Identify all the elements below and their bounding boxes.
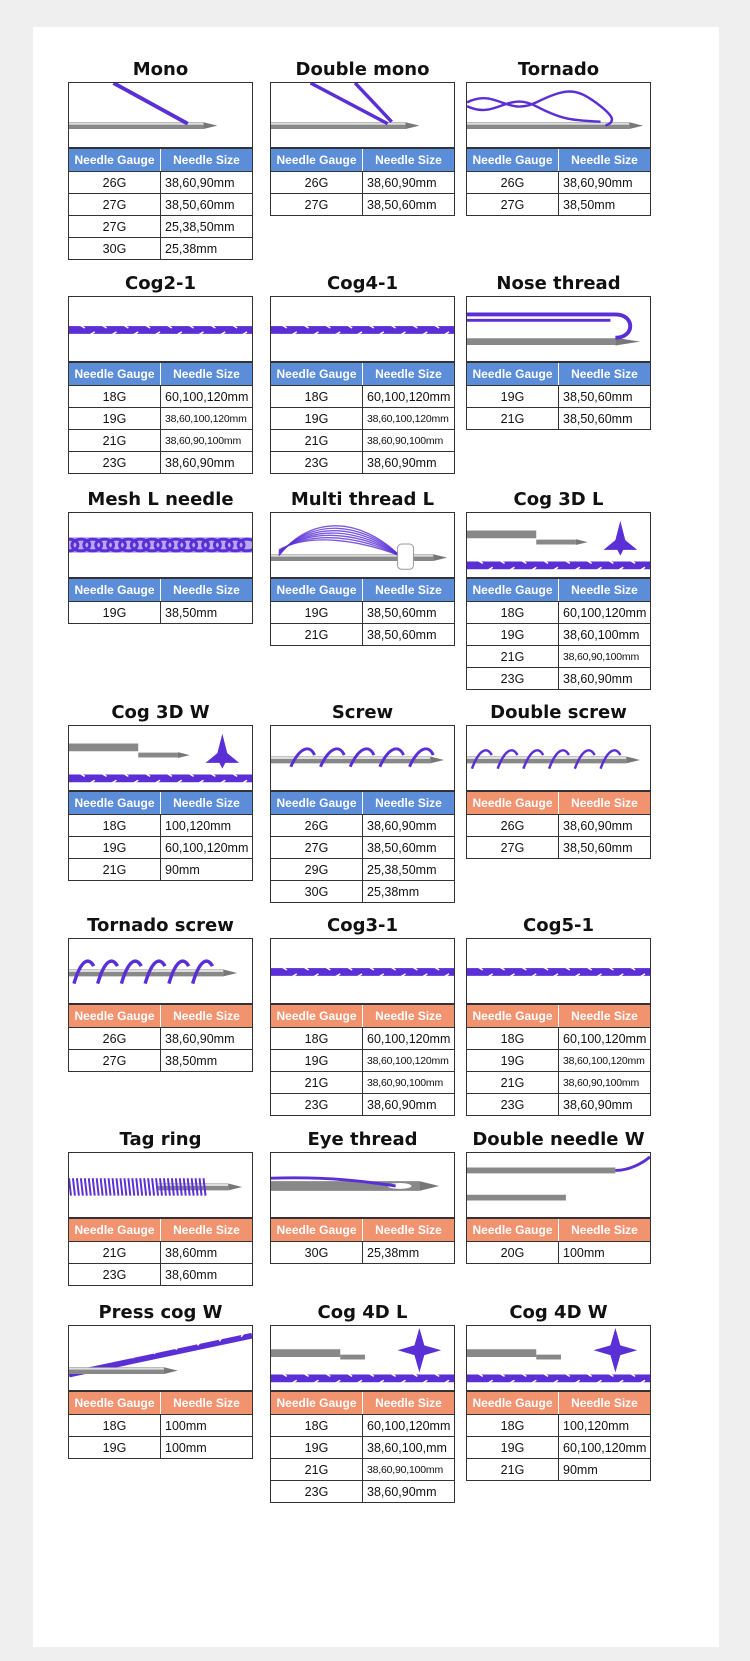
column-header-gauge: Needle Gauge	[467, 363, 559, 385]
table-row	[271, 1480, 454, 1502]
column-header-gauge: Needle Gauge	[271, 579, 363, 601]
size-cell: 38,60,90mm	[367, 1484, 437, 1499]
product-title: Mono	[132, 59, 189, 80]
column-header-size: Needle Size	[375, 1009, 442, 1023]
gauge-cell: 23G	[271, 1481, 363, 1502]
table-row	[69, 1414, 252, 1436]
table-row	[271, 385, 454, 407]
gauge-cell: 18G	[467, 602, 559, 623]
table-row	[271, 623, 454, 645]
product-title: Nose thread	[496, 273, 621, 294]
gauge-cell: 19G	[69, 837, 161, 858]
size-cell: 38,60,90mm	[563, 818, 633, 833]
spec-table-header	[271, 578, 454, 601]
size-cell: 100mm	[165, 1440, 207, 1455]
size-cell: 38,50,60mm	[367, 840, 437, 855]
column-header-gauge: Needle Gauge	[467, 1392, 559, 1414]
spec-table	[270, 1391, 455, 1503]
product-image	[270, 296, 455, 362]
size-cell: 60,100,120mm	[563, 605, 647, 620]
product-title: Cog4-1	[327, 273, 398, 294]
column-header-gauge: Needle Gauge	[69, 792, 161, 814]
product-image	[466, 1152, 651, 1218]
size-cell: 38,60,90,100mm	[367, 1463, 444, 1476]
product-title: Cog3-1	[327, 915, 398, 936]
spec-table-header	[467, 148, 650, 171]
table-row	[69, 1263, 252, 1285]
table-row	[467, 1071, 650, 1093]
gauge-cell: 21G	[271, 624, 363, 645]
size-cell: 38,60,100,120mm	[563, 1054, 645, 1067]
gauge-cell: 27G	[271, 837, 363, 858]
product-title: Cog5-1	[523, 915, 594, 936]
table-row	[69, 1436, 252, 1458]
spec-table-header	[69, 1391, 252, 1414]
gauge-cell: 21G	[271, 430, 363, 451]
size-cell: 60,100,120mm	[563, 1031, 647, 1046]
spec-table	[270, 148, 455, 216]
spec-table	[466, 1218, 651, 1264]
size-cell: 60,100,120mm	[165, 389, 249, 404]
gauge-cell: 23G	[69, 452, 161, 473]
column-header-gauge: Needle Gauge	[467, 149, 559, 171]
column-header-size: Needle Size	[375, 153, 442, 167]
size-cell: 25,38mm	[367, 884, 420, 899]
table-row	[69, 814, 252, 836]
product-title: Multi thread L	[290, 489, 435, 510]
column-header-gauge: Needle Gauge	[271, 149, 363, 171]
size-cell: 25,38,50mm	[367, 862, 437, 877]
table-row	[467, 193, 650, 215]
gauge-cell: 19G	[467, 624, 559, 645]
table-row	[467, 645, 650, 667]
table-row	[271, 601, 454, 623]
spec-table	[68, 791, 253, 881]
product-title: Screw	[331, 702, 394, 723]
spec-table	[466, 362, 651, 430]
spec-table	[270, 791, 455, 903]
spec-table	[466, 578, 651, 690]
size-cell: 90mm	[165, 862, 200, 877]
size-cell: 100,120mm	[165, 818, 232, 833]
spec-table-header	[271, 362, 454, 385]
spec-table-header	[69, 148, 252, 171]
product-image	[466, 725, 651, 791]
column-header-size: Needle Size	[375, 1223, 442, 1237]
size-cell: 38,60,90mm	[563, 671, 633, 686]
column-header-size: Needle Size	[571, 153, 638, 167]
column-header-gauge: Needle Gauge	[467, 792, 559, 814]
gauge-cell: 29G	[271, 859, 363, 880]
size-cell: 25,38,50mm	[165, 219, 235, 234]
spec-table	[270, 1004, 455, 1116]
size-cell: 38,60,90,100mm	[563, 1076, 640, 1089]
table-row	[69, 1049, 252, 1071]
column-header-gauge: Needle Gauge	[271, 363, 363, 385]
gauge-cell: 19G	[271, 1437, 363, 1458]
column-header-size: Needle Size	[173, 153, 240, 167]
product-image	[466, 512, 651, 578]
product-title: Double screw	[490, 702, 627, 723]
table-row	[69, 429, 252, 451]
product-image	[270, 1325, 455, 1391]
product-title: Tornado	[517, 59, 600, 80]
product-image	[68, 296, 253, 362]
gauge-cell: 27G	[69, 216, 161, 237]
spec-table	[68, 362, 253, 474]
size-cell: 38,60mm	[165, 1267, 218, 1282]
product-image	[270, 725, 455, 791]
size-cell: 38,60,100mm	[563, 627, 640, 642]
table-row	[467, 667, 650, 689]
spec-table	[270, 362, 455, 474]
gauge-cell: 19G	[271, 602, 363, 623]
gauge-cell: 23G	[467, 1094, 559, 1115]
size-cell: 38,60,90mm	[367, 175, 437, 190]
gauge-cell: 30G	[271, 1242, 363, 1263]
size-cell: 38,60,90,100mm	[367, 1076, 444, 1089]
size-cell: 38,50,60mm	[367, 197, 437, 212]
gauge-cell: 26G	[467, 815, 559, 836]
spec-table-header	[271, 791, 454, 814]
table-row	[271, 1458, 454, 1480]
size-cell: 38,60,90mm	[165, 455, 235, 470]
gauge-cell: 23G	[271, 1094, 363, 1115]
product-title: Press cog W	[98, 1302, 223, 1323]
product-title: Cog 3D W	[111, 702, 210, 723]
spec-table-header	[69, 1004, 252, 1027]
size-cell: 38,60mm	[165, 1245, 218, 1260]
gauge-cell: 19G	[69, 1437, 161, 1458]
size-cell: 38,50mm	[165, 1053, 218, 1068]
gauge-cell: 27G	[69, 194, 161, 215]
gauge-cell: 18G	[271, 1415, 363, 1436]
gauge-cell: 27G	[69, 1050, 161, 1071]
spec-table	[68, 1391, 253, 1459]
product-image	[68, 725, 253, 791]
gauge-cell: 18G	[69, 1415, 161, 1436]
gauge-cell: 21G	[271, 1459, 363, 1480]
size-cell: 100mm	[563, 1245, 605, 1260]
spec-table-header	[271, 1004, 454, 1027]
gauge-cell: 26G	[467, 172, 559, 193]
spec-table	[68, 1004, 253, 1072]
column-header-size: Needle Size	[173, 583, 240, 597]
gauge-cell: 26G	[271, 172, 363, 193]
table-row	[69, 1027, 252, 1049]
table-row	[467, 407, 650, 429]
table-row	[69, 237, 252, 259]
gauge-cell: 20G	[467, 1242, 559, 1263]
column-header-size: Needle Size	[571, 583, 638, 597]
spec-table-header	[467, 1391, 650, 1414]
size-cell: 100mm	[165, 1418, 207, 1433]
product-title: Cog 4D L	[317, 1302, 408, 1323]
size-cell: 38,50,60mm	[367, 605, 437, 620]
column-header-gauge: Needle Gauge	[467, 1219, 559, 1241]
size-cell: 90mm	[563, 1462, 598, 1477]
table-row	[467, 385, 650, 407]
table-row	[467, 1241, 650, 1263]
product-title: Tornado screw	[87, 915, 234, 936]
spec-table	[270, 1218, 455, 1264]
table-row	[69, 193, 252, 215]
gauge-cell: 18G	[271, 1028, 363, 1049]
spec-table-header	[69, 362, 252, 385]
column-header-size: Needle Size	[173, 1009, 240, 1023]
gauge-cell: 27G	[467, 837, 559, 858]
size-cell: 38,60,90mm	[563, 175, 633, 190]
size-cell: 38,60,90,100mm	[367, 434, 444, 447]
gauge-cell: 19G	[69, 602, 161, 623]
size-cell: 38,60,90mm	[563, 1097, 633, 1112]
table-row	[467, 623, 650, 645]
product-title: Cog2-1	[125, 273, 196, 294]
product-image	[68, 82, 253, 148]
spec-table	[270, 578, 455, 646]
table-row	[271, 171, 454, 193]
product-image	[68, 512, 253, 578]
gauge-cell: 30G	[69, 238, 161, 259]
table-row	[467, 1049, 650, 1071]
gauge-cell: 21G	[467, 1459, 559, 1480]
spec-table	[68, 578, 253, 624]
spec-table-header	[467, 578, 650, 601]
gauge-cell: 21G	[467, 408, 559, 429]
gauge-cell: 19G	[467, 386, 559, 407]
gauge-cell: 26G	[271, 815, 363, 836]
gauge-cell: 23G	[467, 668, 559, 689]
column-header-size: Needle Size	[571, 796, 638, 810]
table-row	[467, 1458, 650, 1480]
table-row	[467, 1436, 650, 1458]
column-header-size: Needle Size	[375, 583, 442, 597]
gauge-cell: 21G	[271, 1072, 363, 1093]
spec-table	[466, 1391, 651, 1481]
gauge-cell: 30G	[271, 881, 363, 902]
spec-table-header	[467, 791, 650, 814]
spec-table	[466, 1004, 651, 1116]
product-image	[466, 296, 651, 362]
table-row	[467, 1414, 650, 1436]
gauge-cell: 23G	[271, 452, 363, 473]
product-title: Mesh L needle	[87, 489, 234, 510]
gauge-cell: 18G	[467, 1028, 559, 1049]
product-image	[68, 1152, 253, 1218]
gauge-cell: 19G	[271, 408, 363, 429]
spec-table-header	[271, 148, 454, 171]
product-title: Double needle W	[472, 1129, 645, 1150]
column-header-size: Needle Size	[375, 1396, 442, 1410]
size-cell: 38,60,100,120mm	[367, 1054, 449, 1067]
product-sheet	[33, 27, 719, 1647]
product-image	[466, 82, 651, 148]
size-cell: 38,60,90mm	[165, 1031, 235, 1046]
gauge-cell: 19G	[271, 1050, 363, 1071]
table-row	[467, 836, 650, 858]
gauge-cell: 26G	[69, 1028, 161, 1049]
column-header-size: Needle Size	[571, 1223, 638, 1237]
table-row	[467, 601, 650, 623]
product-image	[270, 938, 455, 1004]
size-cell: 25,38mm	[165, 241, 218, 256]
gauge-cell: 21G	[467, 1072, 559, 1093]
product-image	[270, 82, 455, 148]
column-header-size: Needle Size	[571, 367, 638, 381]
size-cell: 60,100,120mm	[367, 1418, 451, 1433]
column-header-size: Needle Size	[571, 1396, 638, 1410]
gauge-cell: 18G	[69, 815, 161, 836]
column-header-gauge: Needle Gauge	[467, 579, 559, 601]
spec-table-header	[467, 362, 650, 385]
column-header-gauge: Needle Gauge	[69, 149, 161, 171]
spec-table-header	[271, 1391, 454, 1414]
gauge-cell: 18G	[271, 386, 363, 407]
product-image	[466, 1325, 651, 1391]
column-header-gauge: Needle Gauge	[69, 579, 161, 601]
gauge-cell: 19G	[467, 1050, 559, 1071]
table-row	[467, 1093, 650, 1115]
spec-table-header	[467, 1218, 650, 1241]
spec-table-header	[271, 1218, 454, 1241]
table-row	[467, 171, 650, 193]
column-header-gauge: Needle Gauge	[271, 1392, 363, 1414]
column-header-size: Needle Size	[375, 796, 442, 810]
spec-table	[466, 791, 651, 859]
spec-table	[466, 148, 651, 216]
size-cell: 38,60,100,120mm	[367, 412, 449, 425]
size-cell: 38,60,90mm	[367, 818, 437, 833]
table-row	[271, 858, 454, 880]
product-title: Cog 4D W	[509, 1302, 608, 1323]
size-cell: 38,50mm	[165, 605, 218, 620]
table-row	[69, 171, 252, 193]
gauge-cell: 26G	[69, 172, 161, 193]
product-title: Double mono	[295, 59, 430, 80]
spec-table-header	[69, 1218, 252, 1241]
table-row	[69, 385, 252, 407]
column-header-size: Needle Size	[173, 1223, 240, 1237]
product-image	[270, 512, 455, 578]
size-cell: 100,120mm	[563, 1418, 630, 1433]
size-cell: 60,100,120mm	[367, 1031, 451, 1046]
table-row	[271, 880, 454, 902]
table-row	[271, 429, 454, 451]
table-row	[271, 407, 454, 429]
size-cell: 60,100,120mm	[165, 840, 249, 855]
size-cell: 38,50mm	[563, 197, 616, 212]
column-header-size: Needle Size	[173, 796, 240, 810]
table-row	[271, 1071, 454, 1093]
table-row	[271, 1027, 454, 1049]
gauge-cell: 27G	[467, 194, 559, 215]
size-cell: 38,60,100,120mm	[165, 412, 247, 425]
table-row	[69, 407, 252, 429]
column-header-gauge: Needle Gauge	[467, 1005, 559, 1027]
table-row	[271, 1093, 454, 1115]
column-header-size: Needle Size	[375, 367, 442, 381]
table-row	[271, 1414, 454, 1436]
table-row	[467, 1027, 650, 1049]
spec-table-header	[69, 791, 252, 814]
product-image	[68, 1325, 253, 1391]
gauge-cell: 21G	[467, 646, 559, 667]
table-row	[467, 814, 650, 836]
size-cell: 60,100,120mm	[563, 1440, 647, 1455]
table-row	[271, 1436, 454, 1458]
column-header-gauge: Needle Gauge	[69, 1005, 161, 1027]
gauge-cell: 21G	[69, 430, 161, 451]
table-row	[69, 601, 252, 623]
table-row	[69, 1241, 252, 1263]
column-header-size: Needle Size	[571, 1009, 638, 1023]
size-cell: 38,50,60mm	[367, 627, 437, 642]
column-header-gauge: Needle Gauge	[271, 1005, 363, 1027]
product-title: Tag ring	[119, 1129, 202, 1150]
size-cell: 25,38mm	[367, 1245, 420, 1260]
column-header-gauge: Needle Gauge	[271, 792, 363, 814]
spec-table-header	[467, 1004, 650, 1027]
column-header-size: Needle Size	[173, 1396, 240, 1410]
table-row	[271, 1241, 454, 1263]
gauge-cell: 21G	[69, 859, 161, 880]
product-title: Cog 3D L	[513, 489, 604, 510]
size-cell: 38,60,90,100mm	[165, 434, 242, 447]
gauge-cell: 21G	[69, 1242, 161, 1263]
table-row	[271, 451, 454, 473]
spec-table	[68, 1218, 253, 1286]
column-header-gauge: Needle Gauge	[69, 1392, 161, 1414]
size-cell: 38,50,60mm	[563, 411, 633, 426]
gauge-cell: 23G	[69, 1264, 161, 1285]
column-header-gauge: Needle Gauge	[69, 1219, 161, 1241]
size-cell: 38,60,90,100mm	[563, 650, 640, 663]
gauge-cell: 19G	[69, 408, 161, 429]
size-cell: 38,60,90mm	[165, 175, 235, 190]
size-cell: 38,50,60mm	[563, 840, 633, 855]
size-cell: 38,50,60mm	[563, 389, 633, 404]
size-cell: 38,60,100,mm	[367, 1440, 447, 1455]
spec-table-header	[69, 578, 252, 601]
size-cell: 38,60,90mm	[367, 1097, 437, 1112]
size-cell: 38,50,60mm	[165, 197, 235, 212]
table-row	[271, 1049, 454, 1071]
table-row	[69, 215, 252, 237]
gauge-cell: 18G	[69, 386, 161, 407]
gauge-cell: 27G	[271, 194, 363, 215]
table-row	[271, 836, 454, 858]
table-row	[271, 193, 454, 215]
column-header-gauge: Needle Gauge	[271, 1219, 363, 1241]
column-header-gauge: Needle Gauge	[69, 363, 161, 385]
product-image	[270, 1152, 455, 1218]
table-row	[69, 858, 252, 880]
product-image	[466, 938, 651, 1004]
product-image	[68, 938, 253, 1004]
table-row	[271, 814, 454, 836]
table-row	[69, 451, 252, 473]
gauge-cell: 19G	[467, 1437, 559, 1458]
size-cell: 38,60,90mm	[367, 455, 437, 470]
gauge-cell: 18G	[467, 1415, 559, 1436]
table-row	[69, 836, 252, 858]
product-title: Eye thread	[307, 1129, 418, 1150]
spec-table	[68, 148, 253, 260]
size-cell: 60,100,120mm	[367, 389, 451, 404]
column-header-size: Needle Size	[173, 367, 240, 381]
